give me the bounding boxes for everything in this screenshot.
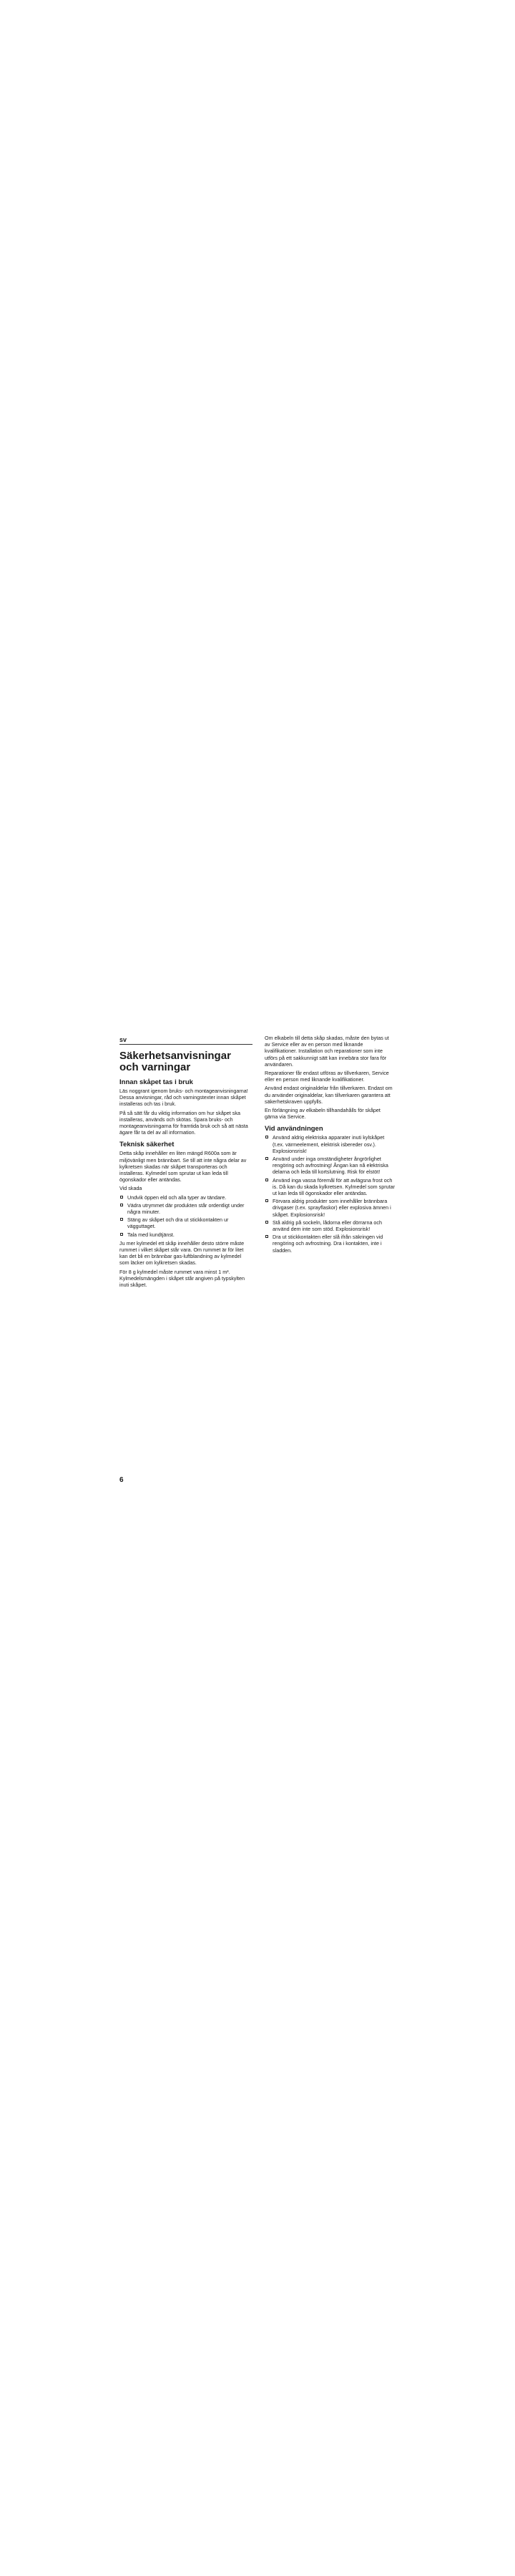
- square-bullet-icon: [120, 1196, 123, 1199]
- paragraph: På så sätt får du viktig information om hur skåpet ska installeras, används och skötas. Spara bruks- och montageanvisningarna för framtida bruk och så att nästa ägare får ta del av all information.: [119, 1109, 248, 1136]
- square-bullet-icon: [120, 1218, 123, 1221]
- language-label: sv: [119, 1036, 127, 1043]
- paragraph: Ju mer kylmedel ett skåp innehåller desto större måste rummet i vilket skåpet står vara. Om rummet är för litet kan det bli en brännbar gas-luftblandning av kylmedel som läcker om kylkretsen skadas.: [119, 1239, 245, 1267]
- list-item-text: Förvara aldrig produkter som innehåller brännbara drivgaser (t.ex. sprayflaskor) eller explosiva ämnen i skåpet. Explosionsrisk!: [273, 1198, 391, 1218]
- list-item-text: Dra ut stickkontakten eller slå ifrån säkringen vid rengöring och avfrostning. Dra i kontakten, inte i sladden.: [273, 1234, 383, 1254]
- list-item-text: Stäng av skåpet och dra ut stickkontakten ur vägguttaget.: [127, 1216, 229, 1230]
- list-item: [265, 1234, 395, 1254]
- square-bullet-icon: [265, 1157, 268, 1160]
- paragraph: Reparationer får endast utföras av tillverkaren, Service eller en person med liknande kvalifikationer.: [265, 1070, 389, 1083]
- list-item: [119, 1231, 250, 1238]
- square-bullet-icon: [265, 1136, 268, 1138]
- list-item: [265, 1134, 395, 1154]
- list-item: [265, 1177, 395, 1197]
- bullet-list: [119, 1194, 250, 1238]
- square-bullet-icon: [120, 1204, 123, 1206]
- list-item-text: Använd aldrig elektriska apparater inuti kylskåpet (t.ex. värmeelement, elektrisk isbereder osv.). Explosionsrisk!: [273, 1134, 385, 1154]
- section-heading-during-use: Vid användningen: [265, 1125, 323, 1133]
- list-item: [265, 1219, 395, 1232]
- square-bullet-icon: [265, 1179, 268, 1181]
- list-item: [265, 1156, 395, 1176]
- bullet-list: [265, 1134, 395, 1253]
- header-rule: [119, 1044, 252, 1045]
- list-item-text: Tala med kundtjänst.: [127, 1231, 175, 1238]
- paragraph: Använd endast originaldelar från tillverkaren. Endast om du använder originaldelar, kan tillverkaren garantera att säkerhetskraven uppfylls.: [265, 1085, 393, 1105]
- right-column: [265, 1035, 395, 1256]
- list-item-text: Vädra utrymmet där produkten står ordentligt under några minuter.: [127, 1201, 245, 1216]
- section-heading-technical-safety: Teknisk säkerhet: [119, 1141, 175, 1149]
- left-column: [119, 1048, 250, 1290]
- square-bullet-icon: [120, 1233, 123, 1236]
- list-item-text: Använd inga vassa föremål för att avlägsna frost och is. Då kan du skada kylkretsen. Kylmedel som sprutar ut kan leda till ögonskador eller antändas.: [273, 1176, 395, 1197]
- paragraph: Om elkabeln till detta skåp skadas, måste den bytas ut av Service eller av en person med liknande kvalifikationer. Installation och reparationer som inte utförs på ett sakkunnigt sätt kan innebära stor fara för användaren.: [265, 1035, 389, 1068]
- paragraph: Detta skåp innehåller en liten mängd R600a som är miljövänligt men brännbart. Se till att inte några delar av kylkretsen skadas när skåpet transporteras och installeras. Kylmedel som sprutar ut kan leda till ögonskador eller antändas.: [119, 1150, 247, 1184]
- page-title: Säkerhetsanvisningar och varningar: [119, 1050, 231, 1073]
- square-bullet-icon: [265, 1199, 268, 1202]
- paragraph: Vid skada: [119, 1185, 142, 1192]
- list-item-text: Stå aldrig på sockeln, lådorna eller dörrarna och använd dem inte som stöd. Explosionsrisk!: [273, 1219, 383, 1233]
- page-number: 6: [119, 1476, 124, 1484]
- paragraph: En förlängning av elkabeln tillhandahålls för skåpet gärna via Service.: [265, 1107, 381, 1121]
- square-bullet-icon: [265, 1221, 268, 1224]
- paragraph: För 8 g kylmedel måste rummet vara minst 1 m³. Kylmedelsmängden i skåpet står angiven på typskylten inuti skåpet.: [119, 1268, 245, 1289]
- section-heading-before-use: Innan skåpet tas i bruk: [119, 1078, 193, 1086]
- list-item-text: Använd under inga omständigheter ångrörlighet rengöring och avfrostning! Ångan kan nå elektriska delarna och leda till kortslutning. Risk för elstöt!: [273, 1156, 388, 1176]
- square-bullet-icon: [265, 1235, 268, 1238]
- list-item: [119, 1216, 250, 1229]
- list-item: [265, 1198, 395, 1218]
- list-item: [119, 1202, 250, 1215]
- list-item-text: Undvik öppen eld och alla typer av tändare.: [127, 1194, 227, 1201]
- paragraph: Läs noggrant igenom bruks- och montageanvisningarna! Dessa anvisningar, råd och varningstexter innan skåpet installeras och tas i bruk.: [119, 1088, 248, 1108]
- list-item: [119, 1194, 250, 1201]
